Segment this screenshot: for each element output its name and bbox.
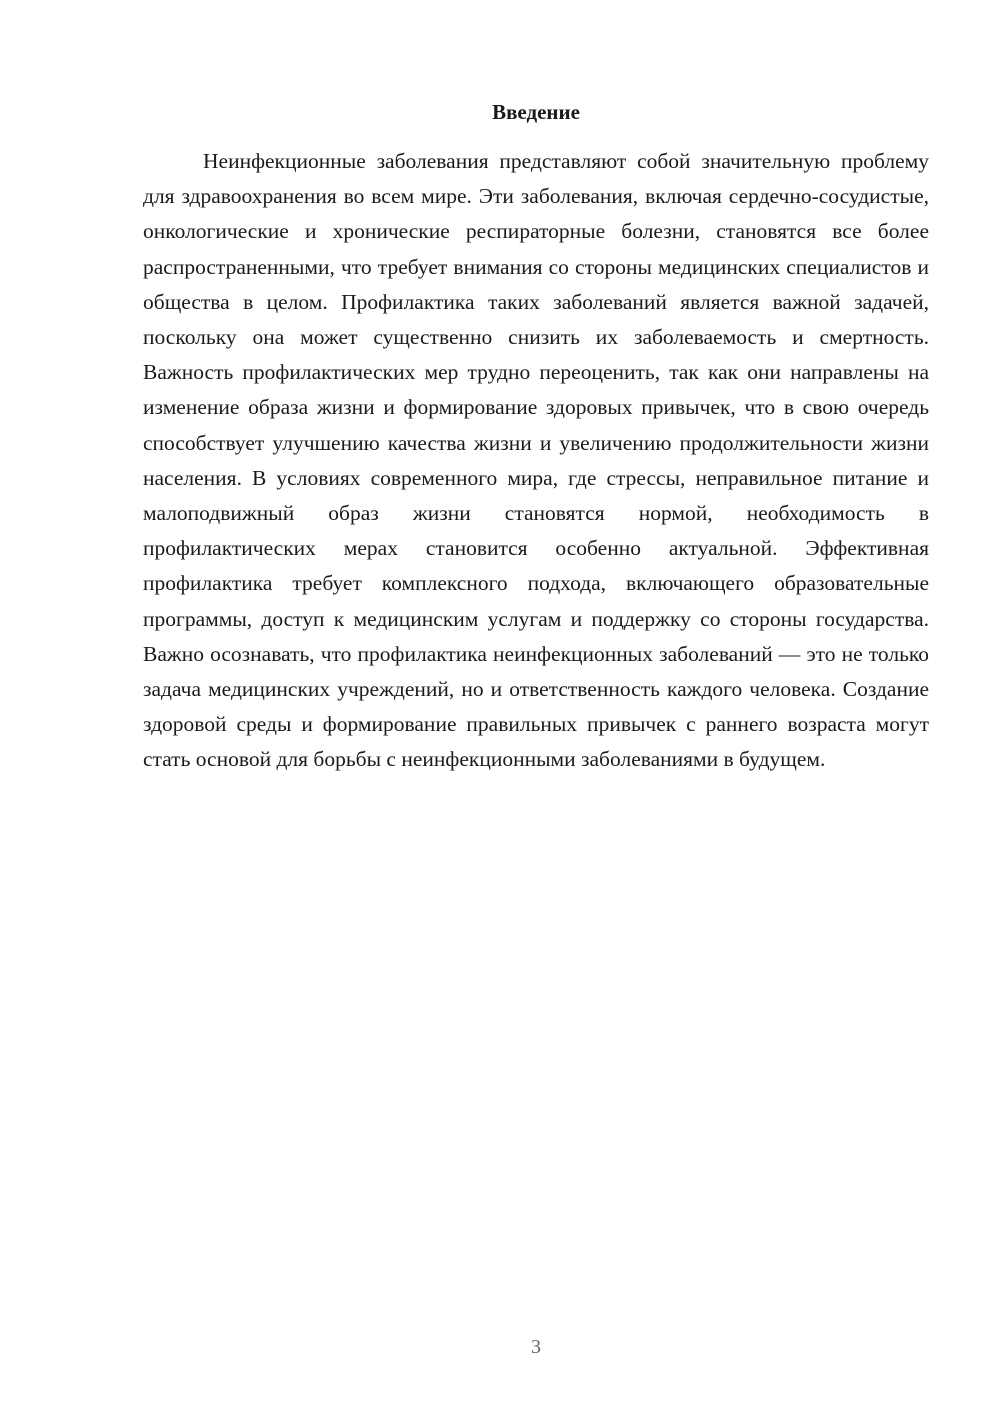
section-heading: Введение: [492, 100, 580, 124]
body-paragraph: Неинфекционные заболевания представляют собой значительную проблему для здравоохранения во всем мире. Эти заболевания, включая сердечно-сосудистые, онкологические и хронические респираторные болезни, становятся все более распространенными, что требует внимания со стороны медицинских специалистов и общества в целом. Профилактика таких заболеваний является важной задачей, поскольку она может существенно снизить их заболеваемость и смертность. Важность профилактических мер трудно переоценить, так как они направлены на изменение образа жизни и формирование здоровых привычек, что в свою очередь способствует улучшению качества жизни и увеличению продолжительности жизни населения. В условиях современного мира, где стрессы, неправильное питание и малоподвижный образ жизни становятся нормой, необходимость в профилактических мерах становится особенно актуальной. Эффективная профилактика требует комплексного подхода, включающего образовательные программы, доступ к медицинским услугам и поддержку со стороны государства. Важно осознавать, что профилактика неинфекционных заболеваний — это не только задача медицинских учреждений, но и ответственность каждого человека. Создание здоровой среды и формирование правильных привычек с раннего возраста могут стать основой для борьбы с неинфекционными заболеваниями в будущем.: [143, 149, 929, 772]
page-number: 3: [531, 1336, 541, 1358]
